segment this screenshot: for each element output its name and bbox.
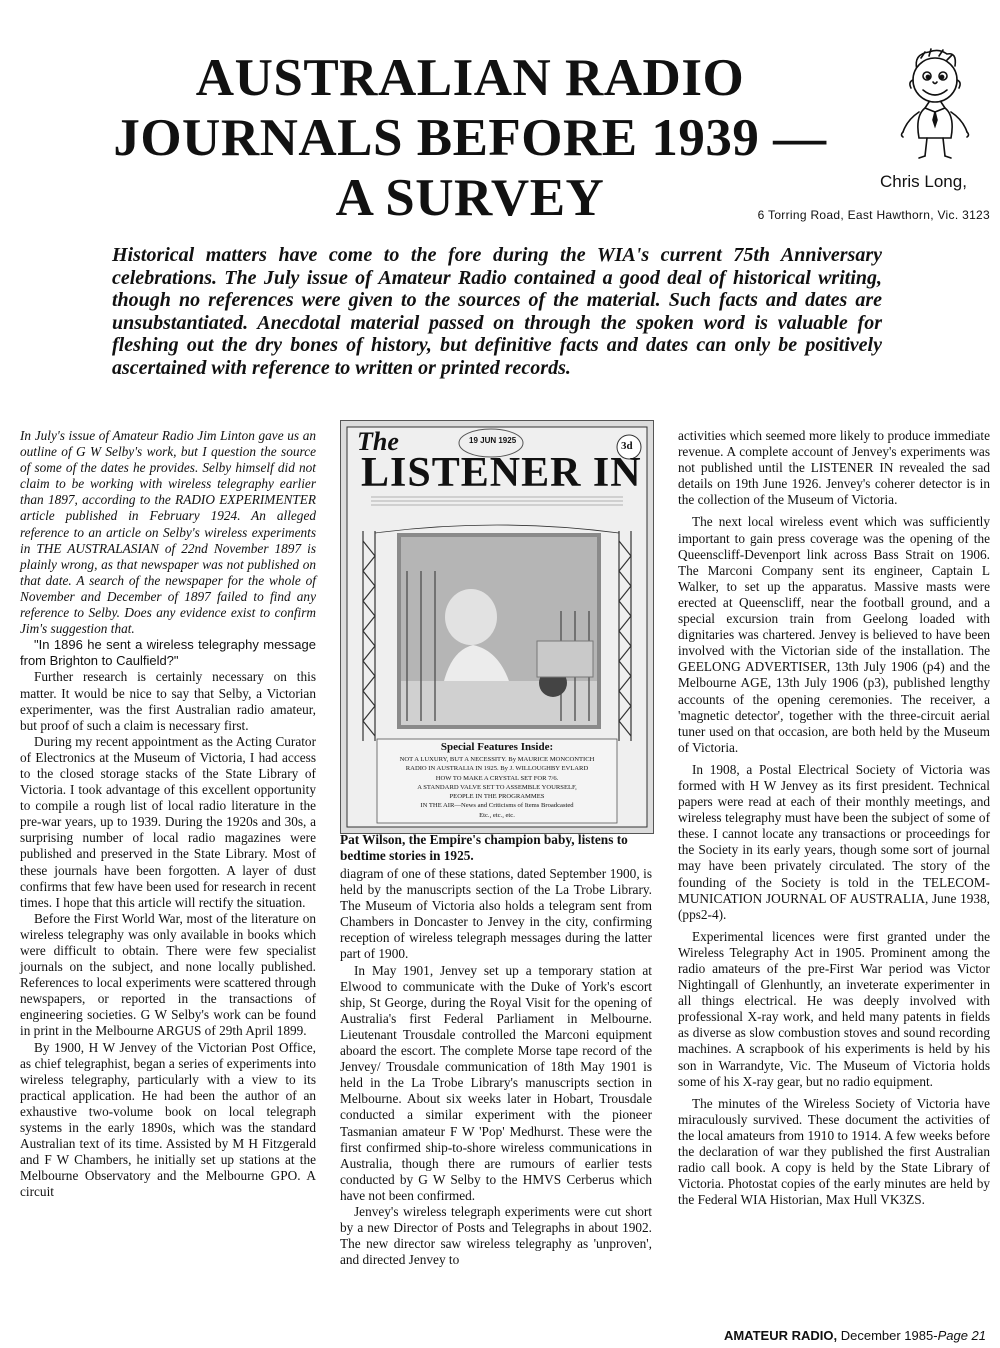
cover-feature-item: A STANDARD VALVE SET TO ASSEMBLE YOURSELF, (417, 783, 577, 791)
column-2 (340, 866, 652, 1268)
cover-feature-item: RADIO IN AUSTRALIA IN 1925. By J. WILLOUGHBY EVLARD (405, 765, 589, 773)
cover-stamp-date: 19 JUN 1925 (469, 436, 517, 445)
paragraph: Jenvey's wireless telegraph experiments were cut short by a new Director of Posts and Telegraphs in about 1902. The new director saw wireless telegraphy as 'unproven', and directed Jenvey to (340, 1203, 652, 1268)
cover-feature-item: NOT A LUXURY, BUT A NECESSITY. By MAURICE MONCONTICH (399, 756, 595, 763)
author-address: 6 Torring Road, East Hawthorn, Vic. 3123 (757, 208, 990, 222)
author-name: Chris Long, (880, 172, 967, 191)
paragraph: Experimental licences were first granted under the Wireless Telegraphy Act in 1905. Prominent among the radio amateurs of the pre-First War period was Victor Nightingall of Glenhuntly, an inveterate experimenter in all things electrical. He was deeply involved with professional X-ray work, and held many patents in fields as diverse as slow combustion stoves and sound recording machines. A scrapbook of his experiments is held by his son in Warrandyte, Vic. The Museum of Victoria holds some of his X-ray gear, but no radio equipment. (678, 928, 990, 1089)
column-1 (20, 428, 316, 1201)
title-line-1: AUSTRALIAN RADIO (195, 49, 745, 107)
figure-caption: Pat Wilson, the Empire's champion baby, listens to bedtime stories in 1925. (340, 832, 628, 863)
cover-features-heading: Special Features Inside: (440, 741, 554, 753)
paragraph: diagram of one of these stations, dated September 1900, is held by the manuscripts section of the La Trobe Library. The Museum of Victoria also holds a telegram sent from Chambers in Doncaster to Jenvey in the city, confirming reception of wireless telegraph messages during the latter part of 1900. (340, 866, 652, 962)
cover-feature-item: PEOPLE IN THE PROGRAMMES (449, 793, 545, 801)
cover-masthead: LISTENER IN (361, 450, 642, 496)
paragraph: During my recent appointment as the Acting Curator of Electronics at the Museum of Victoria, I had access to the closed storage stacks of the State Library of Victoria. I took advantage of this excellent opportunity to compile a rough list of local radio literature in the pre-war years, up to 1939. During the 1920s and 30s, a surprising number of local radio magazines were published and preserved in the State Library. Most of these journals have been forgotten. A layer of dust confirms that few have been used for research in recent times. I hope that this article will rectify the situation. (20, 733, 316, 910)
paragraph: activities which seemed more likely to produce immediate revenue. A complete account of Jenvey's experiments was not published until the LISTENER IN revealed the sad details on 19th June 1926. Jenvey's coherer detector is in the collection of the Museum of Victoria. (678, 428, 990, 508)
footer-date: December 1985- (837, 1328, 938, 1343)
footer-magazine: AMATEUR RADIO, (723, 1328, 838, 1343)
paragraph: Further research is certainly necessary on this matter. It would be nice to say that Selby, a Victorian experimenter, was the first Australian radio amateur, but proof of such a claim is necessary first. (20, 669, 316, 733)
paragraph: "In 1896 he sent a wireless telegraphy message from Brighton to Caulfield?" (20, 637, 316, 669)
paragraph: In July's issue of Amateur Radio Jim Linton gave us an outline of G W Selby's work, but I question the source of some of the dates he provides. Selby himself did not claim to be working with wireless telegraphy earlier than 1897, according to the RADIO EXPERIMENTER article published in February 1924. An alleged reference to an article on Selby's wireless experiments in THE AUSTRALASIAN of 22nd November 1897 is plainly wrong, as that newspaper was not published on that date. A search of the newspaper for the whole of November and December of 1897 failed to find any reference to Selby. Does any evidence exist to confirm Jim's suggestion that. (20, 428, 316, 637)
paragraph: Before the First World War, most of the literature on wireless telegraphy was only available in books which were difficult to obtain. There were few specialist journals on the subject, and none locally published. References to local experiments were scattered through newspapers, or reported in the transactions of engineering societies. G W Selby's work can be found in print in the Melbourne ARGUS of 29th April 1899. (20, 910, 316, 1039)
paragraph: By 1900, H W Jenvey of the Victorian Post Office, as chief telegraphist, began a series of experiments into wireless telegraphy, particularly with a view to its practical application. He had been the author of an exhaustive two-volume book on local telegraph systems in the early 1890s, which was the standard Australian text of its time. Assisted by M H Fitzgerald and F W Chambers, he initially set up stations at the Melbourne Observatory and the Melbourne GPO. A circuit (20, 1039, 316, 1200)
cover-features-list (377, 755, 617, 820)
paragraph: The minutes of the Wireless Society of Victoria have miraculously survived. These document the activities of the local amateurs from 1910 to 1914. A few weeks before the declaration of war they published the first Australian radio call book. A copy is held by the State Library of Victoria. Photostat copies of the early minutes are held by the Federal WIA Historian, Max Hull VK3ZS. (678, 1095, 990, 1208)
cartoon-boy-mascot (895, 46, 975, 161)
page-footer (724, 1328, 986, 1343)
paragraph: The next local wireless event which was sufficiently important to gain press coverage was the opening of the Queenscliff-Devenport link across Bass Strait on 1906. The Marconi Company sent its engineer, Captain L Walker, to set up the apparatus. Massive masts were erected at Queenscliff, near the football ground, and a special excursion train from Geelong loaded with dignitaries was chartered. Jenvey is believed to have been involved with the Victorian side of the installation. The GEELONG ADVERTISER, 13th July 1906 (p4) and the Melbourne AGE, 13th July 1906 (p3), published lengthy accounts of the opening ceremonies. The receiver, a 'magnetic detector', together with the three-circuit aerial tuner used on that occasion, are both held by the Museum of Victoria. (678, 514, 990, 755)
title-line-3: A SURVEY (335, 169, 605, 227)
paragraph: In 1908, a Postal Electrical Society of Victoria was formed with H W Jenvey as its first president. Technical papers were read at each of their monthly meetings, and wireless telegraphy must have been the subject of some of these. I cannot locate any transactions or proceedings for the Society in its early years, though some sort of journal may have been privately circulated. The story of the founding of the Society is told in the TELECOM-MUNICATION JOURNAL OF AUSTRALIA, June 1938, (pps2-4). (678, 761, 990, 922)
listener-in-cover-photo (340, 420, 654, 834)
cover-price: 3d (621, 440, 633, 452)
cover-feature-item: IN THE AIR—News and Criticisms of Items Broadcasted (420, 802, 574, 810)
footer-page-number: Page 21 (937, 1328, 986, 1343)
cover-feature-item: Etc., etc., etc. (479, 811, 515, 819)
title-line-2: JOURNALS BEFORE 1939 — (113, 109, 827, 167)
article-title (100, 48, 840, 228)
intro-standfirst: Historical matters have come to the fore during the WIA's current 75th Anniversary celebrations. The July issue of Amateur Radio contained a good deal of historical writing, though no references were given to the sources of the material. Such facts and dates are unsubstantiated. Anecdotal material passed on through the spoken word is valuable for fleshing out the dry bones of history, but definitive facts and dates can only be positively ascertained with reference to written or printed records. (112, 244, 882, 379)
cover-masthead-prefix: The (357, 427, 399, 456)
cover-feature-item: HOW TO MAKE A CRYSTAL SET FOR 7/6. (435, 774, 559, 782)
paragraph: In May 1901, Jenvey set up a temporary station at Elwood to communicate with the Duke of York's escort ship, St George, during the Royal Visit for the opening of Australia's first Federal Parliament in Melbourne. Lieutenant Trousdale controlled the Marconi equipment aboard the escort. The complete Morse tape record of the Jenvey/ Trousdale communication of 18th May 1901 is held in the La Trobe Library's manuscripts section in Melbourne. About six weeks later in Hobart, Trousdale conducted a similar experiment with the pioneer Tasmanian amateur F W 'Pop' Medhurst. These were the first confirmed ship-to-shore wireless communications in Australia, though there are rumours of earlier tests conducted by G W Selby to the HMVS Cerberus which have not been confirmed. (340, 962, 652, 1203)
column-3 (678, 428, 990, 1208)
